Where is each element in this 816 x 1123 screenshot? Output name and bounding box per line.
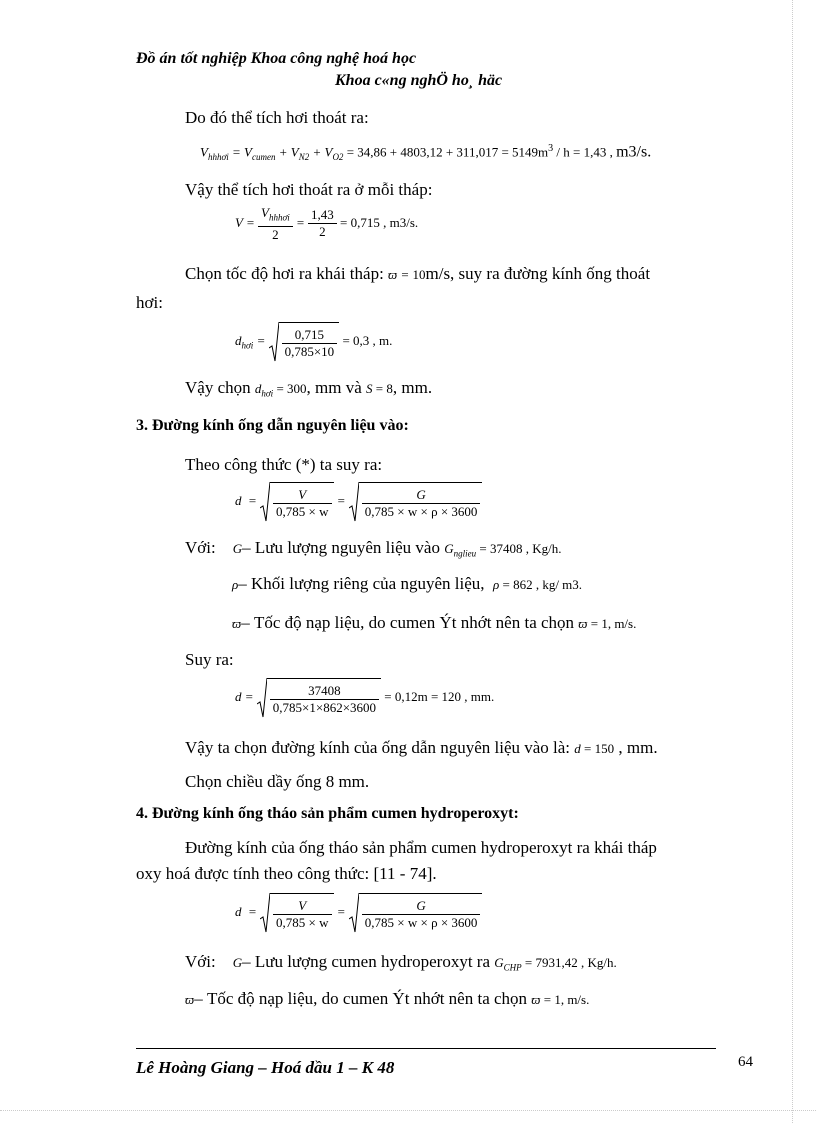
page-border-bottom xyxy=(0,1110,816,1111)
footer-author: Lê Hoàng Giang – Hoá dầu 1 – K 48 xyxy=(136,1058,395,1077)
equation-total-vapor-volume: $V_{hhhơi} = V_{cumen} + V_{N2} + V_{O2} = 34,86 + 4803,12 + 311,017 = 5149m^3 / h = 1,43$ , m3/s. xyxy=(200,143,652,162)
paragraph: Theo công thức (*) ta suy ra: xyxy=(185,455,383,474)
page-border-right xyxy=(792,0,793,1123)
definition-line: ρ– Khối lượng riêng của nguyên liệu, ρ = 862 , kg/ m3. xyxy=(232,574,583,593)
paragraph: Do đó thể tích hơi thoát ra: xyxy=(185,108,369,127)
footer-rule xyxy=(136,1048,716,1049)
definition-line: ϖ– Tốc độ nạp liệu, do cumen Ýt nhớt nên ta chọn ϖ = 1, m/s. xyxy=(232,613,637,632)
paragraph: Vậy ta chọn đường kính của ống dẫn nguyên liệu vào là: d = 150 , mm. xyxy=(185,738,658,757)
definition-line: ϖ– Tốc độ nạp liệu, do cumen Ýt nhớt nên ta chọn ϖ = 1, m/s. xyxy=(185,989,590,1008)
equation-feed-pipe-formula: d = $\frac{V}{0,785 \times w}$ = $\frac{G}{0,785 \times w \times \rho \times 3600}$ xyxy=(235,482,482,522)
definition-line: Với: G– Lưu lượng cumen hydroperoxyt ra $G_{CHP} = 7931,42$ , Kg/h. xyxy=(185,952,617,973)
paragraph: Chọn chiều dầy ống 8 mm. xyxy=(185,772,370,791)
definition-line: Với: G– Lưu lượng nguyên liệu vào $G_{nglieu} = 37408$ , Kg/h. xyxy=(185,538,562,559)
header-line-2: Khoa c«ng nghÖ ho¸ häc xyxy=(335,72,503,89)
paragraph: hơi: xyxy=(136,293,163,312)
equation-per-tower-volume: V = $\frac{V_{hhhơi}}{2}$ = $\frac{1,43}{2}$ = 0,715 , m3/s. xyxy=(235,205,419,242)
page-number: 64 xyxy=(738,1054,753,1070)
equation-vapor-pipe-diameter: $d_{hơi}$ = $\frac{0,715}{0,785\times 10}$ = 0,3 , m. xyxy=(235,322,392,362)
equation-feed-pipe-result: d = $\frac{37408}{0,785\times 1\times 862\times 3600}$ = 0,12m = 120 , mm. xyxy=(235,678,494,718)
section-heading-3: 3. Đường kính ống dẫn nguyên liệu vào: xyxy=(136,417,409,434)
section-heading-4: 4. Đường kính ống tháo sản phẩm cumen hydroperoxyt: xyxy=(136,805,519,822)
paragraph: Vậy thể tích hơi thoát ra ở mỗi tháp: xyxy=(185,180,433,199)
header-line-1: Đồ án tốt nghiệp Khoa công nghệ hoá học xyxy=(136,50,417,67)
paragraph: oxy hoá được tính theo công thức: [11 - 74]. xyxy=(136,864,437,883)
paragraph: Vậy chọn $d_{hơi} = 300$, mm và S = 8, mm. xyxy=(185,378,433,399)
equation-product-pipe-formula: d = $\frac{V}{0,785 \times w}$ = $\frac{G}{0,785 \times w \times \rho \times 3600}$ xyxy=(235,893,482,933)
paragraph: Đường kính của ống tháo sản phẩm cumen hydroperoxyt ra khái tháp xyxy=(185,838,657,857)
paragraph: Chọn tốc độ hơi ra khái tháp: ϖ = 10m/s, suy ra đường kính ống thoát xyxy=(185,264,651,283)
paragraph: Suy ra: xyxy=(185,650,234,669)
